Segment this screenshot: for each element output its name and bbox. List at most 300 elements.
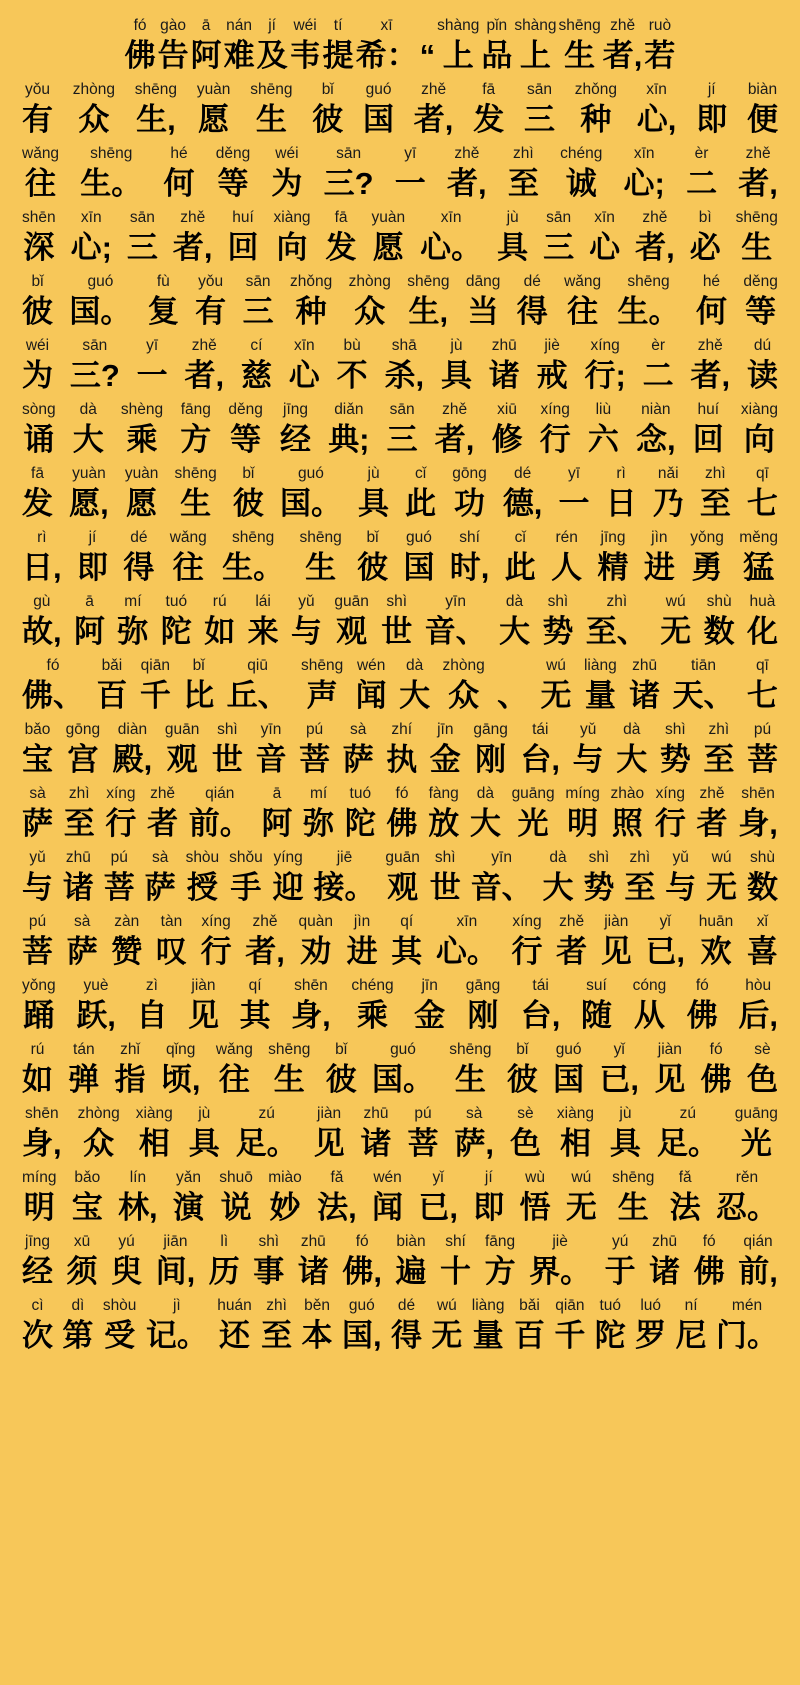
hanzi-character: 彼 — [232, 486, 264, 521]
ruby-unit — [77, 528, 108, 588]
hanzi-character: 诸 — [62, 870, 94, 905]
ruby-unit — [738, 784, 778, 844]
pinyin-annotation: dé — [523, 273, 541, 290]
pinyin-annotation: hé — [702, 273, 721, 290]
pinyin-annotation: dú — [753, 337, 772, 354]
pinyin-annotation: zhě — [699, 785, 725, 802]
hanzi-character: 刚 — [475, 742, 507, 777]
hanzi-character: 向 — [743, 422, 775, 457]
hanzi-character: 从 — [633, 998, 665, 1033]
hanzi-character: 得 — [390, 1318, 422, 1353]
ruby-unit — [420, 208, 482, 268]
pinyin-annotation: yī — [568, 465, 581, 482]
ruby-unit — [372, 1040, 434, 1100]
ruby-unit — [240, 976, 271, 1036]
ruby-unit — [696, 80, 727, 140]
hanzi-character: 为 — [271, 166, 303, 201]
hanzi-character: 门。 — [715, 1318, 778, 1353]
ruby-unit — [485, 1232, 516, 1292]
hanzi-character: 前。 — [188, 806, 251, 841]
pinyin-annotation: shēng — [232, 529, 275, 546]
pinyin-annotation: nán — [226, 17, 253, 34]
pinyin-annotation: qiān — [140, 657, 170, 674]
hanzi-character: 诸 — [629, 678, 661, 713]
pinyin-annotation: jí — [707, 81, 716, 98]
hanzi-character: 音 — [255, 742, 287, 777]
ruby-unit — [22, 720, 53, 780]
pinyin-annotation: xiàng — [273, 209, 311, 226]
ruby-unit — [271, 144, 302, 204]
pinyin-annotation: gōng — [452, 465, 487, 482]
ruby-unit — [184, 336, 224, 396]
hanzi-character: 为 — [22, 358, 53, 393]
ruby-unit — [665, 848, 696, 908]
hanzi-character: 经 — [280, 422, 312, 457]
ruby-unit — [67, 1232, 98, 1292]
hanzi-character: 勇 — [691, 550, 723, 585]
hanzi-character: 与 — [22, 870, 53, 905]
hanzi-character: 生, — [136, 102, 176, 137]
hanzi-character: 发 — [473, 102, 505, 137]
ruby-unit — [693, 400, 724, 460]
pinyin-annotation: zhǒng — [289, 273, 333, 290]
ruby-unit — [363, 80, 394, 140]
hanzi-character: 者, — [184, 358, 225, 393]
ruby-unit — [635, 208, 675, 268]
pinyin-annotation: guāng — [511, 785, 555, 802]
pinyin-annotation: zhí — [391, 721, 413, 738]
pinyin-annotation: tán — [73, 1041, 95, 1058]
ruby-unit — [170, 528, 207, 588]
ruby-unit — [690, 208, 721, 268]
hanzi-character: 等 — [217, 166, 249, 201]
hanzi-character: 彼 — [22, 294, 53, 329]
ruby-unit — [454, 1104, 494, 1164]
hanzi-character: 三 — [523, 102, 555, 137]
pinyin-annotation: cǐ — [514, 529, 526, 546]
ruby-unit — [386, 720, 417, 780]
ruby-unit — [489, 336, 520, 396]
pinyin-annotation: fāng — [180, 401, 211, 418]
pinyin-annotation: pú — [305, 721, 324, 738]
pinyin-annotation: bù — [343, 337, 361, 354]
ruby-unit — [449, 1040, 491, 1100]
pinyin-annotation: zhū — [65, 849, 91, 866]
ruby-unit — [473, 720, 507, 780]
hanzi-character: 至 — [63, 806, 95, 841]
pinyin-annotation: bǐ — [516, 1041, 529, 1058]
pinyin-annotation: shēng — [299, 529, 342, 546]
hanzi-character: 数 — [746, 870, 778, 905]
pinyin-annotation: shēng — [449, 1041, 492, 1058]
hanzi-character: 日 — [605, 486, 637, 521]
pinyin-annotation: shàng — [437, 17, 480, 34]
ruby-unit — [616, 720, 647, 780]
hanzi-character: 者, — [245, 934, 285, 969]
ruby-unit — [385, 848, 419, 908]
text-line — [22, 144, 778, 204]
ruby-unit — [312, 80, 343, 140]
hanzi-character: 心; — [70, 230, 112, 265]
pinyin-annotation: shí — [445, 1233, 466, 1250]
ruby-unit — [657, 1104, 719, 1164]
hanzi-character: 次 — [22, 1318, 53, 1353]
pinyin-annotation: yīn — [260, 721, 282, 738]
ruby-unit — [670, 1168, 701, 1228]
pinyin-annotation: zhì — [513, 145, 534, 162]
pinyin-annotation: jiè — [544, 337, 560, 354]
ruby-unit — [405, 464, 436, 524]
ruby-unit — [505, 528, 536, 588]
pinyin-annotation: zhì — [606, 593, 628, 610]
hanzi-character: 即 — [696, 102, 728, 137]
ruby-unit — [554, 1296, 585, 1356]
hanzi-character: 喜 — [746, 934, 778, 969]
hanzi-character: 生 — [305, 550, 337, 585]
hanzi-character: 照 — [611, 806, 643, 841]
pinyin-annotation: yǎn — [175, 1169, 201, 1186]
hanzi-character: 音、 — [424, 614, 487, 649]
hanzi-character: 身, — [291, 998, 331, 1033]
pinyin-annotation: ruò — [648, 17, 672, 34]
pinyin-annotation: běn — [304, 1297, 330, 1314]
ruby-unit — [466, 272, 500, 332]
text-line — [22, 16, 778, 76]
ruby-unit — [136, 1104, 173, 1164]
hanzi-character: 至 — [507, 166, 539, 201]
ruby-unit — [22, 80, 53, 140]
pinyin-annotation: gāng — [473, 721, 508, 738]
hanzi-character: 数 — [703, 614, 735, 649]
hanzi-character: 者 — [696, 806, 728, 841]
hanzi-character: 猛 — [743, 550, 775, 585]
pinyin-annotation: shèng — [120, 401, 164, 418]
hanzi-character: 佛, — [342, 1254, 382, 1289]
pinyin-annotation: wéi — [25, 337, 50, 354]
pinyin-annotation: wǎng — [215, 1041, 253, 1058]
hanzi-character: 无 — [565, 1190, 597, 1225]
ruby-unit — [497, 676, 528, 716]
ruby-unit — [219, 1168, 253, 1228]
hanzi-character: 如 — [204, 614, 236, 649]
ruby-unit — [387, 400, 418, 460]
hanzi-character: 忍。 — [715, 1190, 778, 1225]
ruby-unit — [337, 336, 368, 396]
hanzi-character: 三? — [69, 358, 120, 393]
ruby-unit — [747, 720, 778, 780]
ruby-unit — [428, 784, 459, 844]
ruby-unit — [583, 848, 614, 908]
ruby-unit — [471, 848, 533, 908]
hanzi-character: 即 — [473, 1190, 505, 1225]
ruby-unit — [233, 464, 264, 524]
pinyin-annotation: nǎi — [657, 465, 679, 482]
ruby-unit — [224, 16, 255, 76]
pinyin-annotation: xīn — [80, 209, 102, 226]
ruby-unit — [512, 912, 543, 972]
hanzi-character: 萨, — [454, 1126, 495, 1161]
hanzi-character: 提 — [322, 38, 354, 73]
hanzi-character: 及 — [256, 38, 288, 73]
pinyin-annotation: shì — [547, 593, 569, 610]
pinyin-annotation: guān — [385, 849, 420, 866]
pinyin-annotation: měng — [739, 529, 778, 546]
hanzi-character: 具 — [609, 1126, 641, 1161]
text-line — [22, 1104, 778, 1164]
pinyin-annotation: biàn — [747, 81, 778, 98]
hanzi-character: 色 — [746, 1062, 778, 1097]
hanzi-character: 金 — [414, 998, 446, 1033]
hanzi-character: 相 — [138, 1126, 170, 1161]
pinyin-annotation: tàn — [160, 913, 183, 930]
pinyin-annotation: zhě — [252, 913, 278, 930]
pinyin-annotation: yuàn — [371, 209, 406, 226]
pinyin-annotation: lì — [220, 1233, 229, 1250]
hanzi-character: 日, — [22, 550, 62, 585]
pinyin-annotation: wú — [546, 657, 566, 674]
ruby-unit — [716, 1296, 778, 1356]
ruby-unit — [356, 16, 418, 76]
pinyin-annotation: shù — [749, 849, 775, 866]
text-line — [22, 80, 778, 140]
hanzi-character: 生。 — [80, 166, 143, 201]
hanzi-character: 经 — [22, 1254, 53, 1289]
text-line — [22, 784, 778, 844]
pinyin-annotation: shēng — [407, 273, 450, 290]
pinyin-annotation: yǐ — [432, 1169, 444, 1186]
hanzi-character: 彼 — [357, 550, 389, 585]
ruby-unit — [290, 16, 321, 76]
ruby-unit — [250, 80, 292, 140]
ruby-unit — [387, 784, 418, 844]
pinyin-annotation: shòu — [102, 1297, 137, 1314]
pinyin-annotation: yǒng — [690, 529, 724, 546]
pinyin-annotation: sān — [245, 273, 271, 290]
hanzi-character: 本 — [301, 1318, 333, 1353]
hanzi-character: 已, — [645, 934, 686, 969]
ruby-unit — [624, 848, 655, 908]
pinyin-annotation: shēng — [174, 465, 217, 482]
hanzi-character: 回 — [692, 422, 724, 457]
hanzi-character: 方 — [180, 422, 212, 457]
ruby-unit — [136, 976, 167, 1036]
ruby-unit — [738, 1232, 778, 1292]
ruby-unit — [514, 1296, 545, 1356]
pinyin-annotation: qiū — [247, 657, 268, 674]
hanzi-character: 指 — [114, 1062, 146, 1097]
pinyin-annotation: suí — [586, 977, 607, 994]
ruby-unit — [747, 848, 778, 908]
ruby-unit — [512, 784, 555, 844]
pinyin-annotation: pǐn — [486, 17, 508, 34]
hanzi-character: 品 — [481, 38, 513, 73]
ruby-unit — [222, 528, 284, 588]
ruby-unit — [268, 1168, 302, 1228]
ruby-unit — [399, 656, 430, 716]
hanzi-character: 其 — [391, 934, 423, 969]
hanzi-character: 放 — [428, 806, 460, 841]
ruby-unit — [435, 400, 475, 460]
pinyin-annotation: ní — [684, 1297, 698, 1314]
hanzi-character: 光 — [517, 806, 549, 841]
hanzi-character: 生, — [408, 294, 449, 329]
pinyin-annotation: fó — [133, 17, 147, 34]
hanzi-character: 后, — [738, 998, 778, 1033]
hanzi-character: 世 — [429, 870, 461, 905]
hanzi-character: 声 — [306, 678, 338, 713]
hanzi-character: 见 — [654, 1062, 686, 1097]
hanzi-character: 千 — [554, 1318, 586, 1353]
pinyin-annotation: sān — [336, 145, 362, 162]
ruby-unit — [22, 1040, 53, 1100]
pinyin-annotation: dà — [623, 721, 641, 738]
ruby-unit — [273, 848, 304, 908]
hanzi-character: 者, — [413, 102, 454, 137]
ruby-unit — [599, 1040, 639, 1100]
text-line — [22, 1168, 778, 1228]
hanzi-character: 遍 — [395, 1254, 427, 1289]
hanzi-character: 诸 — [649, 1254, 681, 1289]
hanzi-character: 往 — [25, 166, 57, 201]
pinyin-annotation: tuó — [349, 785, 372, 802]
ruby-unit — [584, 336, 625, 396]
ruby-unit — [499, 592, 530, 652]
hanzi-character: 阿 — [74, 614, 106, 649]
hanzi-character: 第 — [62, 1318, 94, 1353]
ruby-unit — [560, 144, 602, 204]
ruby-unit — [183, 656, 214, 716]
pinyin-annotation: xīn — [293, 337, 315, 354]
ruby-unit — [643, 336, 674, 396]
hanzi-character: 宝 — [71, 1190, 103, 1225]
hanzi-character: 法 — [669, 1190, 701, 1225]
hanzi-character: 与 — [572, 742, 604, 777]
hanzi-character: 受 — [104, 1318, 136, 1353]
hanzi-character: 国 — [363, 102, 395, 137]
hanzi-character: 宝 — [22, 742, 53, 777]
ruby-unit — [361, 1104, 392, 1164]
hanzi-character: 明 — [23, 1190, 55, 1225]
hanzi-character: 人 — [551, 550, 583, 585]
hanzi-character: 量 — [584, 678, 616, 713]
pinyin-annotation: dì — [71, 1297, 85, 1314]
pinyin-annotation: fàng — [428, 785, 459, 802]
hanzi-character: 量 — [472, 1318, 504, 1353]
text-line — [22, 208, 778, 268]
pinyin-annotation: xíng — [655, 785, 685, 802]
hanzi-character: 明 — [567, 806, 599, 841]
hanzi-character: 授 — [186, 870, 218, 905]
ruby-unit — [556, 912, 587, 972]
hanzi-character: 一 — [558, 486, 590, 521]
pinyin-annotation: fó — [695, 977, 709, 994]
ruby-unit — [605, 1232, 636, 1292]
hanzi-character: 台, — [520, 742, 561, 777]
ruby-unit — [738, 976, 778, 1036]
hanzi-character: 方 — [484, 1254, 516, 1289]
hanzi-character: 还 — [218, 1318, 250, 1353]
hanzi-character: 当 — [467, 294, 499, 329]
pinyin-annotation: yǐ — [613, 1041, 625, 1058]
pinyin-annotation: guāng — [734, 1105, 778, 1122]
hanzi-character: 无 — [706, 870, 738, 905]
ruby-unit — [747, 1040, 778, 1100]
hanzi-character: 世 — [211, 742, 243, 777]
ruby-unit — [537, 336, 568, 396]
pinyin-annotation: gào — [160, 17, 187, 34]
ruby-unit — [481, 16, 512, 76]
pinyin-annotation: rú — [30, 1041, 45, 1058]
pinyin-annotation: guó — [87, 273, 114, 290]
pinyin-annotation: yǒu — [25, 81, 50, 98]
hanzi-character: 无 — [660, 614, 692, 649]
ruby-unit — [747, 464, 778, 524]
hanzi-character: 三 — [543, 230, 575, 265]
hanzi-character: 光 — [740, 1126, 772, 1161]
ruby-unit — [334, 592, 368, 652]
hanzi-character: 丘、 — [226, 678, 289, 713]
hanzi-character: 何 — [695, 294, 727, 329]
pinyin-annotation: shēng — [558, 17, 601, 34]
pinyin-annotation: jí — [88, 529, 97, 546]
ruby-unit — [529, 1232, 591, 1292]
ruby-unit — [653, 464, 684, 524]
hanzi-character: 彼 — [506, 1062, 538, 1097]
pinyin-annotation: zhě — [442, 401, 468, 418]
pinyin-annotation: yǒng — [22, 977, 56, 994]
hanzi-character: 二 — [642, 358, 674, 393]
ruby-unit — [611, 784, 645, 844]
ruby-unit — [73, 80, 115, 140]
ruby-unit — [70, 336, 120, 396]
ruby-unit — [699, 912, 733, 972]
ruby-unit — [22, 1104, 62, 1164]
ruby-unit — [436, 912, 498, 972]
ruby-unit — [351, 976, 393, 1036]
pinyin-annotation: jiè — [552, 1233, 568, 1250]
pinyin-annotation: sè — [754, 1041, 771, 1058]
ruby-unit — [191, 16, 222, 76]
ruby-unit — [313, 848, 375, 908]
pinyin-annotation: wén — [373, 1169, 402, 1186]
ruby-unit — [69, 464, 109, 524]
ruby-unit — [173, 1168, 204, 1228]
ruby-unit — [326, 1040, 357, 1100]
pinyin-annotation: zhì — [629, 849, 651, 866]
pinyin-annotation: gōng — [65, 721, 101, 738]
pinyin-annotation: jí — [268, 17, 276, 34]
hanzi-character: 世 — [381, 614, 413, 649]
pinyin-annotation: sān — [389, 401, 415, 418]
hanzi-character: 愿 — [126, 486, 158, 521]
hanzi-character: 阿 — [190, 38, 222, 73]
pinyin-annotation: jù — [506, 209, 519, 226]
pinyin-annotation: dà — [549, 849, 567, 866]
pinyin-annotation: zhì — [704, 465, 726, 482]
hanzi-character: 六 — [587, 422, 619, 457]
pinyin-annotation: lín — [129, 1169, 147, 1186]
ruby-unit — [347, 912, 378, 972]
hanzi-character: 者, — [172, 230, 213, 265]
pinyin-annotation: xīn — [594, 209, 615, 226]
ruby-unit — [644, 528, 675, 588]
ruby-unit — [96, 656, 127, 716]
ruby-unit — [660, 720, 691, 780]
ruby-unit — [414, 976, 445, 1036]
ruby-unit — [440, 1232, 471, 1292]
ruby-unit — [603, 16, 643, 76]
ruby-unit — [66, 720, 100, 780]
